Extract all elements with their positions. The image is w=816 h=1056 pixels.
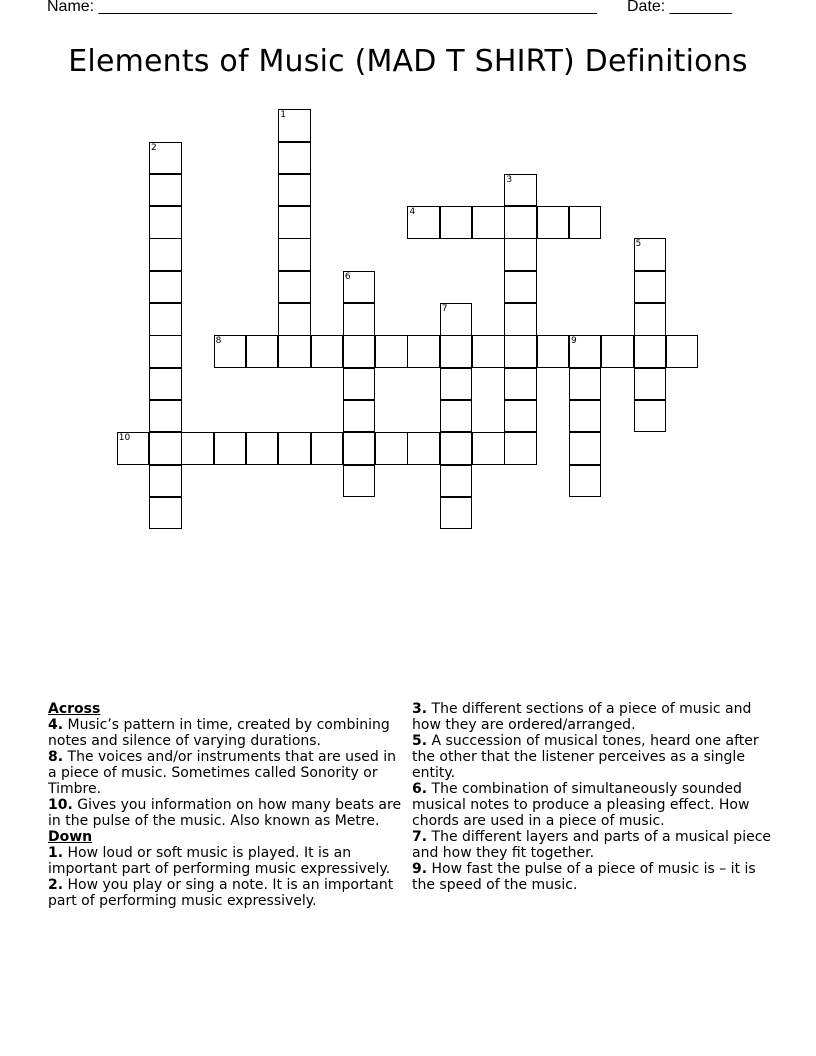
crossword-cell[interactable] (311, 432, 344, 465)
crossword-cell[interactable] (407, 206, 440, 239)
crossword-cell[interactable] (504, 335, 537, 368)
crossword-cell[interactable] (278, 142, 311, 175)
crossword-cell[interactable] (343, 368, 376, 401)
clue-text: Gives you information on how many beats are in the pulse of the music. Also known as Metre. (48, 797, 402, 829)
date-field[interactable]: Date: _______ (627, 0, 732, 15)
across-heading: Across (48, 701, 101, 717)
crossword-cell[interactable] (278, 271, 311, 304)
crossword-cell[interactable] (504, 174, 537, 207)
clue-item (48, 749, 408, 797)
crossword-cell[interactable] (472, 206, 505, 239)
crossword-cell[interactable] (278, 174, 311, 207)
crossword-cell[interactable] (278, 335, 311, 368)
crossword-cell[interactable] (149, 206, 182, 239)
crossword-cell[interactable] (634, 238, 667, 271)
clue-text: The different layers and parts of a musical piece and how they fit together. (412, 829, 772, 861)
crossword-cell[interactable] (440, 465, 473, 498)
crossword-cell[interactable] (537, 335, 570, 368)
crossword-cell[interactable] (343, 271, 376, 304)
crossword-cell[interactable] (181, 432, 214, 465)
crossword-cell[interactable] (504, 400, 537, 433)
crossword-cell[interactable] (440, 206, 473, 239)
crossword-cell[interactable] (343, 335, 376, 368)
crossword-cell[interactable] (537, 206, 570, 239)
crossword-cell[interactable] (278, 303, 311, 336)
clue-number-label: 8. (48, 749, 64, 765)
crossword-cell[interactable] (149, 271, 182, 304)
clue-number-label: 3. (412, 701, 428, 717)
crossword-cell[interactable] (634, 368, 667, 401)
crossword-cell[interactable] (149, 465, 182, 498)
crossword-cell[interactable] (149, 497, 182, 530)
down-clue-list-continued (412, 701, 772, 893)
crossword-cell[interactable] (149, 432, 182, 465)
crossword-cell[interactable] (634, 335, 667, 368)
crossword-cell[interactable] (149, 174, 182, 207)
crossword-cell[interactable] (440, 432, 473, 465)
clue-number-label: 7. (412, 829, 428, 845)
clue-text: How fast the pulse of a piece of music is – it is the speed of the music. (412, 861, 756, 893)
clue-number: 5 (635, 239, 642, 250)
crossword-cell[interactable] (569, 335, 602, 368)
crossword-cell[interactable] (375, 432, 408, 465)
crossword-cell[interactable] (504, 303, 537, 336)
crossword-cell[interactable] (440, 400, 473, 433)
clue-number-label: 2. (48, 877, 64, 893)
clue-number-label: 10. (48, 797, 73, 813)
crossword-cell[interactable] (569, 206, 602, 239)
crossword-cell[interactable] (246, 335, 279, 368)
across-clue-list (48, 717, 408, 829)
clue-number-label: 5. (412, 733, 428, 749)
clue-text: How you play or sing a note. It is an important part of performing music expressively. (48, 877, 394, 909)
clue-item (48, 877, 408, 909)
crossword-cell[interactable] (214, 335, 247, 368)
clue-number: 2 (151, 142, 157, 153)
name-field[interactable]: Name: ________________________________________________________ (47, 0, 597, 15)
crossword-cell[interactable] (569, 400, 602, 433)
clue-number: 1 (280, 110, 286, 121)
crossword-cell[interactable] (343, 432, 376, 465)
clues-right-column (412, 701, 772, 893)
clue-number: 10 (118, 433, 131, 444)
clue-number-label: 9. (412, 861, 428, 877)
clue-number-label: 1. (48, 845, 64, 861)
crossword-cell[interactable] (504, 238, 537, 271)
clue-number: 6 (344, 271, 351, 282)
crossword-cell[interactable] (149, 335, 182, 368)
crossword-cell[interactable] (504, 432, 537, 465)
clue-number-label: 6. (412, 781, 428, 797)
crossword-cell[interactable] (343, 303, 376, 336)
crossword-cell[interactable] (601, 335, 634, 368)
clue-text: A succession of musical tones, heard one after the other that the listener perceives as a single entity. (412, 733, 759, 781)
crossword-cell[interactable] (375, 335, 408, 368)
clue-item (412, 861, 772, 893)
clue-text: The voices and/or instruments that are used in a piece of music. Sometimes called Sonority or Timbre. (48, 749, 397, 797)
crossword-cell[interactable] (666, 335, 699, 368)
clue-number: 3 (506, 174, 513, 185)
crossword-cell[interactable] (149, 303, 182, 336)
clue-item (412, 733, 772, 781)
crossword-cell[interactable] (278, 432, 311, 465)
crossword-cell[interactable] (214, 432, 247, 465)
crossword-cell[interactable] (117, 432, 150, 465)
clue-text: Music’s pattern in time, created by combining notes and silence of varying durations. (48, 717, 390, 749)
crossword-cell[interactable] (472, 432, 505, 465)
crossword-cell[interactable] (504, 206, 537, 239)
clue-item (48, 797, 408, 829)
crossword-cell[interactable] (569, 432, 602, 465)
crossword-cell[interactable] (472, 335, 505, 368)
clue-number-label: 4. (48, 717, 64, 733)
crossword-cell[interactable] (407, 432, 440, 465)
crossword-cell[interactable] (278, 206, 311, 239)
clue-number: 4 (409, 207, 416, 218)
crossword-cell[interactable] (569, 465, 602, 498)
clue-item (412, 829, 772, 861)
crossword-cell[interactable] (343, 400, 376, 433)
crossword-cell[interactable] (407, 335, 440, 368)
crossword-cell[interactable] (569, 368, 602, 401)
crossword-cell[interactable] (149, 142, 182, 175)
clue-number: 7 (441, 304, 448, 315)
clue-text: The different sections of a piece of music and how they are ordered/arranged. (412, 701, 752, 733)
crossword-cell[interactable] (440, 497, 473, 530)
crossword-cell[interactable] (504, 368, 537, 401)
crossword-cell[interactable] (311, 335, 344, 368)
clue-text: How loud or soft music is played. It is an important part of performing music expressively. (48, 845, 391, 877)
crossword-cell[interactable] (149, 400, 182, 433)
crossword-cell[interactable] (440, 368, 473, 401)
crossword-cell[interactable] (634, 400, 667, 433)
crossword-cell[interactable] (634, 271, 667, 304)
crossword-cell[interactable] (634, 303, 667, 336)
down-heading: Down (48, 829, 93, 845)
crossword-cell[interactable] (246, 432, 279, 465)
crossword-cell[interactable] (149, 238, 182, 271)
clue-item (48, 845, 408, 877)
crossword-cell[interactable] (149, 368, 182, 401)
crossword-cell[interactable] (504, 271, 537, 304)
clues-left-column (48, 701, 408, 909)
clue-item (412, 701, 772, 733)
down-clue-list (48, 845, 408, 909)
crossword-cell[interactable] (278, 109, 311, 142)
crossword-cell[interactable] (440, 303, 473, 336)
clue-item (48, 717, 408, 749)
clue-text: The combination of simultaneously sounded musical notes to produce a pleasing effect. How chords are used in a piece of music. (412, 781, 750, 829)
crossword-cell[interactable] (440, 335, 473, 368)
crossword-cell[interactable] (343, 465, 376, 498)
clue-number: 8 (215, 336, 222, 347)
clue-number: 9 (570, 336, 577, 347)
page-title: Elements of Music (MAD T SHIRT) Definitions (68, 44, 748, 79)
clue-item (412, 781, 772, 829)
crossword-cell[interactable] (278, 238, 311, 271)
